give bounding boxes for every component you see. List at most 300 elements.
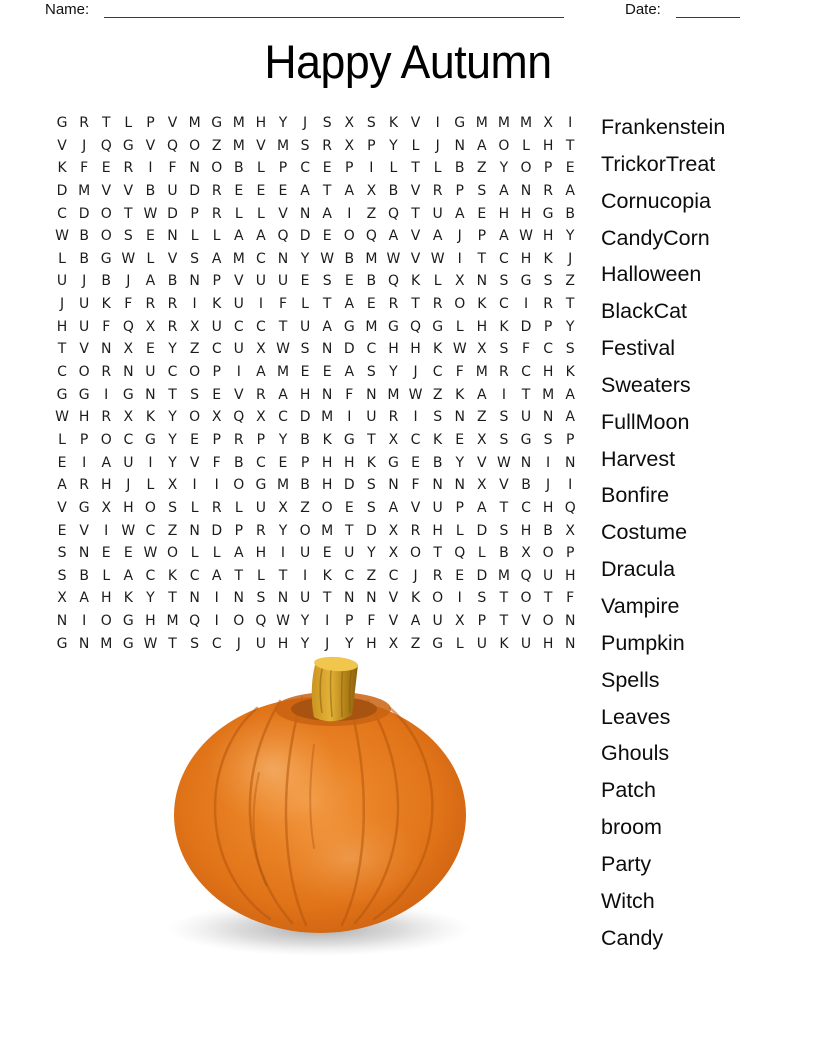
grid-letter: L xyxy=(433,160,442,177)
grid-letter: A xyxy=(410,613,421,630)
grid-row xyxy=(51,497,581,520)
grid-letter: I xyxy=(192,477,197,494)
grid-row xyxy=(51,293,581,316)
grid-letter: Q xyxy=(387,273,399,290)
grid-letter: H xyxy=(145,613,156,630)
grid-letter: A xyxy=(211,250,222,267)
grid-letter: N xyxy=(277,590,289,607)
grid-letter: N xyxy=(123,364,134,381)
grid-letter: A xyxy=(388,228,399,245)
grid-letter: I xyxy=(501,386,506,403)
grid-letter: P xyxy=(212,431,221,448)
grid-letter: G xyxy=(432,318,444,335)
grid-letter: N xyxy=(321,341,333,358)
grid-letter: S xyxy=(477,182,487,199)
grid-letter: G xyxy=(122,635,134,652)
grid-letter: G xyxy=(255,477,267,494)
grid-letter: P xyxy=(477,228,487,245)
grid-letter: I xyxy=(303,567,308,584)
grid-letter: M xyxy=(232,137,245,154)
grid-row xyxy=(51,338,581,361)
grid-letter: C xyxy=(543,341,553,358)
grid-letter: K xyxy=(322,567,332,584)
grid-letter: W xyxy=(143,635,158,652)
grid-letter: A xyxy=(388,499,399,516)
grid-letter: A xyxy=(477,499,487,516)
grid-letter: B xyxy=(145,182,156,199)
grid-letter: H xyxy=(520,205,532,222)
grid-letter: B xyxy=(101,273,112,290)
grid-letter: U xyxy=(211,318,222,335)
grid-letter: M xyxy=(365,318,378,335)
grid-letter: O xyxy=(299,522,311,539)
grid-letter: R xyxy=(211,205,222,222)
grid-letter: G xyxy=(454,115,466,131)
grid-letter: X xyxy=(123,409,134,426)
grid-letter: O xyxy=(498,137,510,154)
grid-letter: P xyxy=(477,613,487,630)
grid-row xyxy=(51,633,581,656)
grid-letter: M xyxy=(365,250,378,267)
grid-letter: K xyxy=(410,273,421,290)
grid-letter: M xyxy=(475,364,488,381)
grid-letter: U xyxy=(233,341,244,358)
grid-letter: M xyxy=(78,182,91,199)
grid-letter: R xyxy=(211,182,222,199)
grid-letter: Q xyxy=(454,545,466,562)
grid-letter: G xyxy=(56,635,68,652)
grid-letter: P xyxy=(543,318,553,335)
grid-letter: L xyxy=(212,545,221,562)
grid-letter: T xyxy=(322,590,332,607)
grid-letter: V xyxy=(278,205,288,222)
grid-letter: C xyxy=(145,522,156,539)
grid-letter: P xyxy=(455,182,464,199)
grid-letter: H xyxy=(56,318,68,335)
word-list-item: Costume xyxy=(601,520,688,545)
grid-letter: X xyxy=(344,115,355,131)
grid-letter: U xyxy=(255,273,267,290)
grid-letter: V xyxy=(256,137,266,154)
grid-row xyxy=(51,248,581,271)
grid-letter: B xyxy=(79,567,89,584)
grid-letter: X xyxy=(167,477,178,494)
name-blank-line xyxy=(104,0,564,18)
grid-letter: E xyxy=(212,386,222,403)
grid-letter: L xyxy=(256,205,265,222)
grid-letter: L xyxy=(190,499,199,516)
grid-letter: B xyxy=(167,273,178,290)
grid-letter: F xyxy=(521,341,531,358)
grid-letter: U xyxy=(432,205,443,222)
grid-letter: X xyxy=(388,431,399,448)
grid-letter: N xyxy=(299,205,311,222)
grid-letter: Z xyxy=(410,635,421,652)
grid-letter: S xyxy=(300,137,310,154)
grid-letter: E xyxy=(411,454,420,471)
grid-letter: A xyxy=(256,228,266,245)
grid-letter: V xyxy=(189,454,200,471)
grid-letter: M xyxy=(188,115,201,131)
grid-letter: C xyxy=(278,409,288,426)
grid-letter: T xyxy=(168,635,177,652)
grid-letter: I xyxy=(104,522,109,539)
grid-letter: C xyxy=(123,431,134,448)
grid-letter: L xyxy=(234,205,243,222)
grid-letter: T xyxy=(411,205,420,222)
grid-letter: Z xyxy=(477,160,487,177)
grid-letter: R xyxy=(101,364,112,381)
word-list-item: Cornucopia xyxy=(601,188,711,213)
grid-letter: E xyxy=(123,545,133,562)
grid-letter: W xyxy=(276,341,290,358)
pumpkin-stem xyxy=(312,655,359,721)
grid-letter: I xyxy=(280,545,286,562)
grid-letter: A xyxy=(454,205,465,222)
grid-letter: W xyxy=(276,613,290,630)
grid-letter: W xyxy=(430,250,445,267)
grid-letter: P xyxy=(256,431,266,448)
grid-letter: W xyxy=(519,228,533,245)
grid-letter: C xyxy=(167,364,178,381)
grid-letter: J xyxy=(82,137,87,154)
grid-letter: N xyxy=(564,635,576,652)
grid-letter: T xyxy=(411,296,420,313)
grid-letter: E xyxy=(278,454,288,471)
grid-letter: B xyxy=(79,250,89,267)
grid-letter: L xyxy=(477,545,486,562)
grid-letter: E xyxy=(366,296,376,313)
grid-letter: G xyxy=(388,318,399,335)
grid-row xyxy=(51,135,581,158)
grid-letter: J xyxy=(126,273,131,290)
grid-letter: R xyxy=(79,115,89,131)
grid-letter: F xyxy=(124,296,133,313)
grid-letter: U xyxy=(56,273,68,290)
grid-letter: X xyxy=(278,499,288,516)
grid-letter: X xyxy=(477,341,487,358)
grid-letter: R xyxy=(211,499,222,516)
word-list-item: Dracula xyxy=(601,557,676,582)
grid-letter: S xyxy=(322,273,332,290)
grid-letter: O xyxy=(410,545,422,562)
grid-letter: O xyxy=(233,613,245,630)
grid-letter: Y xyxy=(168,409,177,426)
grid-letter: B xyxy=(300,477,310,494)
grid-letter: S xyxy=(190,386,200,403)
grid-letter: Z xyxy=(167,522,178,539)
grid-letter: R xyxy=(432,567,443,584)
grid-letter: T xyxy=(367,431,376,448)
grid-letter: O xyxy=(189,364,201,381)
grid-letter: C xyxy=(499,250,509,267)
grid-letter: X xyxy=(101,499,112,516)
grid-letter: O xyxy=(144,499,156,516)
grid-letter: L xyxy=(58,250,66,267)
grid-letter: N xyxy=(145,386,156,403)
grid-letter: O xyxy=(542,545,554,562)
grid-letter: G xyxy=(122,137,134,154)
grid-letter: N xyxy=(542,409,554,426)
grid-letter: H xyxy=(476,318,488,335)
grid-letter: Q xyxy=(277,228,289,245)
grid-letter: A xyxy=(234,545,244,562)
grid-letter: R xyxy=(322,137,333,154)
grid-row xyxy=(51,474,581,497)
grid-letter: I xyxy=(325,613,330,630)
grid-letter: P xyxy=(300,454,310,471)
grid-letter: E xyxy=(322,364,332,381)
grid-letter: G xyxy=(211,115,223,131)
grid-letter: V xyxy=(234,386,244,403)
grid-row xyxy=(51,429,581,452)
grid-letter: C xyxy=(366,341,377,358)
grid-letter: P xyxy=(565,431,575,448)
grid-letter: H xyxy=(321,477,333,494)
grid-letter: U xyxy=(432,499,443,516)
grid-letter: W xyxy=(55,228,69,245)
grid-letter: H xyxy=(542,364,554,381)
grid-letter: F xyxy=(411,477,420,494)
grid-letter: S xyxy=(123,228,133,245)
word-list-item: Festival xyxy=(601,336,676,361)
grid-letter: H xyxy=(366,635,377,652)
grid-letter: K xyxy=(167,567,178,584)
grid-letter: Y xyxy=(278,522,288,539)
grid-letter: A xyxy=(57,477,67,494)
grid-letter: X xyxy=(57,590,67,607)
grid-letter: E xyxy=(344,499,354,516)
grid-letter: I xyxy=(192,296,197,313)
grid-row xyxy=(51,587,581,610)
grid-letter: T xyxy=(499,590,509,607)
grid-letter: A xyxy=(123,567,134,584)
grid-letter: F xyxy=(566,590,575,607)
grid-letter: S xyxy=(499,409,509,426)
grid-letter: A xyxy=(300,182,310,199)
grid-letter: G xyxy=(122,386,134,403)
grid-letter: C xyxy=(57,205,67,222)
grid-letter: F xyxy=(212,454,221,471)
grid-letter: G xyxy=(520,273,532,290)
grid-letter: N xyxy=(189,160,200,177)
grid-letter: X xyxy=(256,409,266,426)
grid-letter: R xyxy=(233,431,244,448)
grid-row xyxy=(51,610,581,633)
grid-letter: U xyxy=(520,635,532,652)
grid-letter: A xyxy=(344,182,355,199)
grid-letter: T xyxy=(433,545,442,562)
grid-letter: J xyxy=(413,567,418,584)
grid-letter: B xyxy=(300,431,310,448)
grid-letter: J xyxy=(435,137,440,154)
grid-letter: T xyxy=(499,613,509,630)
grid-letter: E xyxy=(190,431,200,448)
grid-letter: S xyxy=(499,431,509,448)
grid-letter: L xyxy=(455,635,464,652)
word-list-item: Patch xyxy=(601,778,656,803)
grid-letter: S xyxy=(433,409,443,426)
grid-letter: X xyxy=(388,522,399,539)
grid-letter: D xyxy=(189,182,200,199)
grid-letter: I xyxy=(457,590,462,607)
grid-letter: L xyxy=(212,228,221,245)
grid-letter: B xyxy=(344,250,355,267)
grid-letter: H xyxy=(255,115,267,131)
grid-letter: V xyxy=(167,115,178,131)
grid-letter: A xyxy=(477,137,487,154)
grid-letter: Q xyxy=(564,499,576,516)
grid-letter: T xyxy=(499,499,509,516)
grid-letter: D xyxy=(476,522,488,539)
grid-letter: D xyxy=(343,477,355,494)
grid-letter: L xyxy=(455,522,464,539)
grid-letter: O xyxy=(211,160,223,177)
grid-letter: M xyxy=(321,522,334,539)
pumpkin-body xyxy=(174,697,466,933)
grid-letter: Z xyxy=(211,137,222,154)
grid-letter: B xyxy=(454,160,465,177)
date-blank-line xyxy=(676,0,740,18)
grid-letter: G xyxy=(78,386,90,403)
grid-letter: X xyxy=(521,545,531,562)
grid-letter: K xyxy=(543,250,553,267)
grid-letter: U xyxy=(366,409,377,426)
grid-letter: O xyxy=(454,296,466,313)
grid-letter: C xyxy=(388,567,399,584)
grid-letter: V xyxy=(167,250,178,267)
grid-letter: J xyxy=(546,477,551,494)
grid-letter: R xyxy=(432,182,443,199)
grid-letter: V xyxy=(410,250,421,267)
grid-letter: T xyxy=(57,341,67,358)
grid-letter: Q xyxy=(233,409,245,426)
grid-letter: B xyxy=(233,454,244,471)
grid-letter: P xyxy=(146,115,155,131)
grid-letter: K xyxy=(212,296,222,313)
grid-letter: D xyxy=(211,522,223,539)
grid-letter: Y xyxy=(168,341,177,358)
word-list-item: broom xyxy=(601,815,662,840)
grid-letter: G xyxy=(542,205,554,222)
grid-letter: A xyxy=(565,409,575,426)
grid-letter: H xyxy=(299,386,311,403)
grid-letter: C xyxy=(499,296,509,313)
grid-letter: A xyxy=(344,296,355,313)
grid-letter: Q xyxy=(255,613,267,630)
grid-letter: O xyxy=(343,228,355,245)
word-list-item: Frankenstein xyxy=(601,115,726,139)
grid-letter: Q xyxy=(520,567,532,584)
grid-letter: K xyxy=(123,590,133,607)
grid-letter: E xyxy=(455,567,465,584)
grid-letter: W xyxy=(143,205,158,222)
word-list-item: FullMoon xyxy=(601,409,690,434)
grid-letter: X xyxy=(454,273,465,290)
grid-letter: A xyxy=(432,228,443,245)
grid-letter: L xyxy=(411,137,420,154)
grid-letter: B xyxy=(432,454,443,471)
grid-letter: G xyxy=(432,635,444,652)
word-list-item: Candy xyxy=(601,925,664,950)
grid-letter: J xyxy=(236,635,241,652)
grid-letter: I xyxy=(347,409,352,426)
grid-row xyxy=(51,361,581,384)
grid-letter: I xyxy=(104,386,109,403)
grid-letter: L xyxy=(146,477,155,494)
grid-letter: I xyxy=(568,115,573,131)
grid-letter: Z xyxy=(366,205,377,222)
grid-letter: T xyxy=(565,296,575,313)
grid-letter: A xyxy=(322,205,332,222)
grid-letter: Z xyxy=(300,499,310,516)
grid-letter: N xyxy=(321,386,333,403)
grid-letter: J xyxy=(413,364,418,381)
grid-letter: U xyxy=(145,364,156,381)
grid-letter: T xyxy=(322,182,332,199)
word-list-item: Ghouls xyxy=(601,741,670,766)
grid-letter: C xyxy=(211,635,222,652)
grid-letter: V xyxy=(234,273,244,290)
grid-letter: S xyxy=(190,635,200,652)
grid-letter: K xyxy=(145,409,156,426)
grid-row xyxy=(51,520,581,543)
grid-letter: C xyxy=(145,567,156,584)
grid-letter: T xyxy=(543,590,553,607)
grid-row xyxy=(51,316,581,339)
grid-letter: P xyxy=(79,431,89,448)
word-list-item: Pumpkin xyxy=(601,630,685,655)
grid-letter: X xyxy=(211,409,222,426)
grid-letter: K xyxy=(565,364,575,381)
grid-letter: S xyxy=(477,590,487,607)
word-list-item: Party xyxy=(601,851,652,876)
grid-letter: E xyxy=(565,160,575,177)
grid-letter: U xyxy=(344,545,355,562)
grid-row xyxy=(51,452,581,475)
grid-letter: E xyxy=(145,228,155,245)
grid-letter: O xyxy=(233,477,245,494)
grid-letter: S xyxy=(366,499,376,516)
grid-row xyxy=(51,406,581,429)
grid-letter: N xyxy=(189,522,200,539)
grid-letter: W xyxy=(497,454,511,471)
grid-letter: W xyxy=(121,250,136,267)
grid-letter: S xyxy=(57,545,67,562)
grid-letter: E xyxy=(300,364,310,381)
grid-letter: R xyxy=(123,160,134,177)
grid-letter: N xyxy=(476,273,488,290)
grid-letter: U xyxy=(542,567,554,584)
grid-letter: X xyxy=(543,115,553,131)
grid-letter: H xyxy=(277,635,289,652)
grid-letter: M xyxy=(232,250,245,267)
grid-letter: S xyxy=(322,115,332,131)
grid-letter: V xyxy=(388,613,399,630)
grid-letter: H xyxy=(542,635,554,652)
grid-letter: M xyxy=(475,115,488,131)
grid-letter: A xyxy=(79,590,89,607)
grid-letter: U xyxy=(79,296,90,313)
grid-letter: Y xyxy=(565,318,575,335)
grid-letter: U xyxy=(255,499,267,516)
grid-letter: H xyxy=(123,499,134,516)
grid-letter: Y xyxy=(344,635,354,652)
grid-letter: N xyxy=(100,341,112,358)
grid-letter: O xyxy=(100,431,112,448)
grid-letter: F xyxy=(168,160,177,177)
grid-letter: R xyxy=(388,409,399,426)
